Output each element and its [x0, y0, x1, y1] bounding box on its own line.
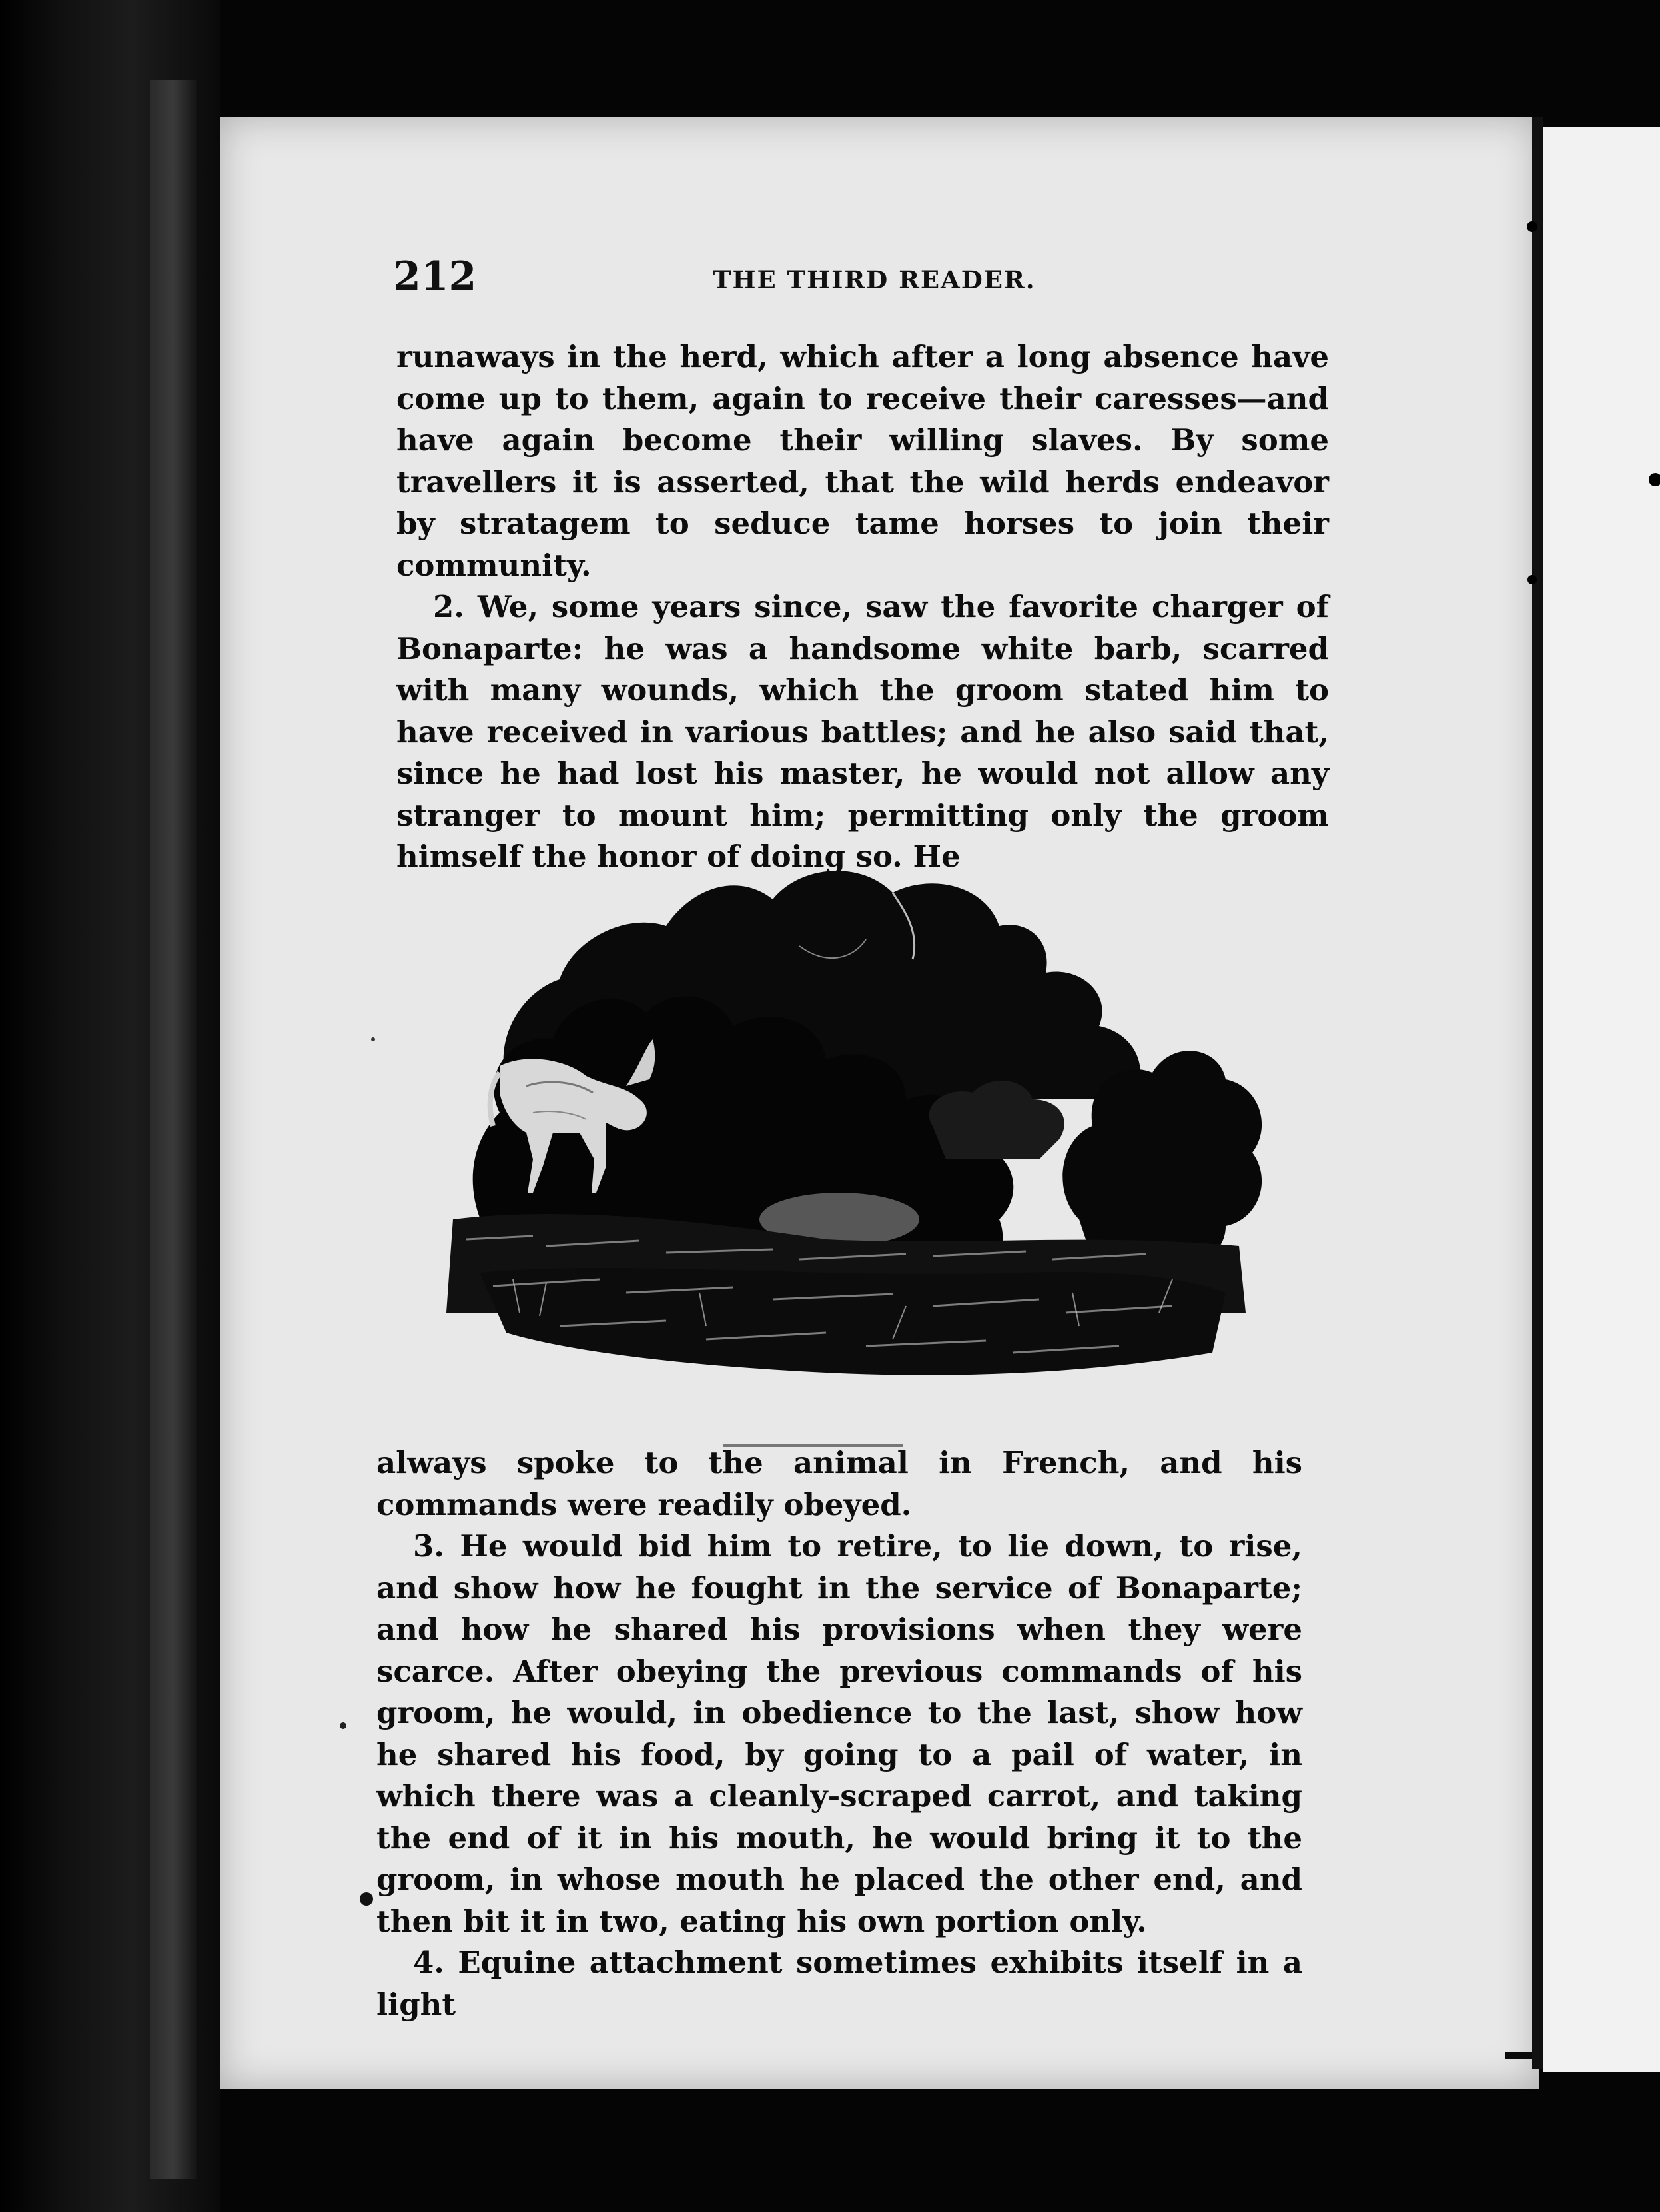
text-block-upper: [396, 336, 1329, 878]
running-title: THE THIRD READER.: [713, 265, 1036, 294]
paragraph-2-continuation: always spoke to the animal in French, and his commands were readily obeyed.: [376, 1445, 1302, 1522]
facing-page-edge: [1543, 127, 1660, 2072]
binding-strip: [150, 80, 197, 2179]
paragraph-4: 4. Equine attachment sometimes exhibits itself in a light: [376, 1945, 1302, 2022]
paragraph-3: 3. He would bid him to retire, to lie down, to rise, and show how he fought in the service of Bonaparte; and how he shared his provisions when they were scarce. After obeying the previous commands of his groom, he would, in obedience to the last, show how he shared his food, by going to a pail of water, in which there was a cleanly-scraped carrot, and taking the end of it in his mouth, he would bring it to the groom, in whose mouth he placed the other end, and then bit it in two, eating his own portion only.: [376, 1528, 1302, 1939]
page-header: [393, 253, 1339, 313]
paragraph-2: 2. We, some years since, saw the favorite charger of Bonaparte: he was a handsome white barb, scarred with many wounds, which the groom stated him to have received in various battles; and he also said that, since he had lost his master, he would not allow any stranger to mount him; permitting only the groom himself the honor of doing so. He: [396, 589, 1329, 874]
text-block-lower: [376, 1442, 1302, 2025]
page-number: 212: [393, 253, 477, 300]
page-gutter: [1532, 117, 1543, 2069]
paragraph-continuation: runaways in the herd, which after a long absence have come up to them, again to receive their caresses—and have again become their willing slaves. By some travellers it is asserted, that the wild herds endeavor by stratagem to seduce tame horses to join their community.: [396, 339, 1329, 583]
woodcut-illustration: [426, 846, 1266, 1419]
horse-landscape-image: [426, 846, 1266, 1419]
